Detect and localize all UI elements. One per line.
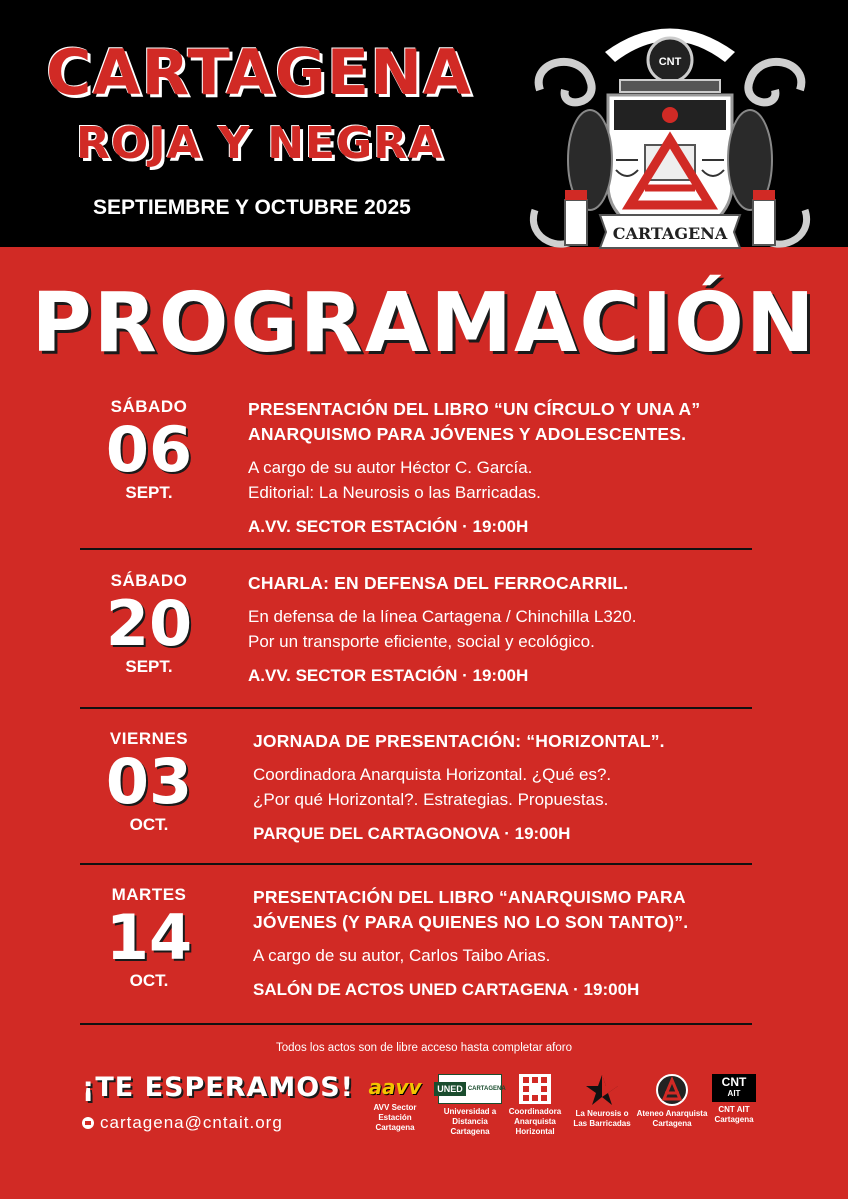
uned-logo-icon <box>437 1074 506 1104</box>
event-weekday: SÁBADO <box>110 397 188 416</box>
crest-cnt-label: CNT <box>658 56 682 68</box>
poster-title-line1: CARTAGENA <box>46 36 473 109</box>
contact-email[interactable] <box>82 1113 283 1133</box>
event-description-line: A cargo de su autor Héctor C. García. <box>248 458 533 477</box>
event-title-line: PRESENTACIÓN DEL LIBRO “ANARQUISMO PARA <box>253 887 686 907</box>
ateneo-logo-icon <box>656 1074 688 1106</box>
date-range-subtitle: SEPTIEMBRE Y OCTUBRE 2025 <box>93 196 411 219</box>
logo-cnt-ait-cartagena <box>708 1074 760 1125</box>
event-day-number: 03 <box>105 745 193 818</box>
logo-uned-cartagena <box>436 1074 504 1137</box>
event-date-block <box>90 885 208 991</box>
event-venue-time: SALÓN DE ACTOS UNED CARTAGENA · 19:00H <box>253 980 640 999</box>
event-month: OCT. <box>129 971 169 990</box>
event-venue-time: A.VV. SECTOR ESTACIÓN · 19:00H <box>248 666 529 685</box>
event-details <box>248 397 768 537</box>
event-weekday: VIERNES <box>109 729 189 748</box>
call-to-action: ¡TE ESPERAMOS! <box>82 1072 354 1103</box>
event-title-line: JÓVENES (Y PARA QUIENES NO LO SON TANTO)”. <box>253 912 689 932</box>
uned-logo-mark-sub: CARTAGENA <box>467 1086 506 1092</box>
logo-caption: Horizontal <box>515 1127 555 1136</box>
event-title-line: CHARLA: EN DEFENSA DEL FERROCARRIL. <box>248 573 629 593</box>
logo-caption: Anarquista <box>514 1117 556 1126</box>
event-date-block <box>90 571 208 677</box>
event-description-line: A cargo de su autor, Carlos Taibo Arias. <box>253 946 551 965</box>
event-details <box>253 885 773 1000</box>
event-divider <box>80 548 752 550</box>
logo-caption: Las Barricadas <box>573 1119 631 1128</box>
logo-caption: Cartagena <box>450 1127 490 1136</box>
logo-ateneo-anarquista-cartagena <box>634 1074 710 1129</box>
logo-caption: Universidad a <box>443 1107 497 1116</box>
event-divider <box>80 863 752 865</box>
event-description-line: Editorial: La Neurosis o las Barricadas. <box>248 483 541 502</box>
event-title-line: ANARQUISMO PARA JÓVENES Y ADOLESCENTES. <box>248 424 687 444</box>
logo-caption: CNT AIT <box>718 1105 750 1114</box>
event-day-number: 20 <box>105 587 193 660</box>
logo-caption: Estación <box>378 1113 412 1122</box>
horizontal-logo-icon <box>519 1074 551 1104</box>
crest-banner-label: CARTAGENA <box>612 224 728 243</box>
program-title: PROGRAMACIÓN <box>31 276 817 371</box>
contact-email-text: cartagena@cntait.org <box>100 1113 283 1132</box>
event-details <box>248 571 768 686</box>
event-title-line: JORNADA DE PRESENTACIÓN: “HORIZONTAL”. <box>253 731 665 751</box>
logo-caption: Cartagena <box>652 1119 692 1128</box>
event-title-line: PRESENTACIÓN DEL LIBRO “UN CÍRCULO Y UNA A” <box>248 399 701 419</box>
event-description-line: En defensa de la línea Cartagena / Chinchilla L320. <box>248 607 637 626</box>
avv-logo-icon: aavv <box>368 1075 422 1099</box>
cnt-logo-mark: CNT <box>721 1075 747 1089</box>
event-description-line: ¿Por qué Horizontal?. Estrategias. Propuestas. <box>253 790 609 809</box>
logo-la-neurosis-o-las-barricadas <box>570 1074 634 1129</box>
logo-caption: Distancia <box>452 1117 488 1126</box>
red-black-star-icon <box>585 1074 619 1106</box>
event-weekday: MARTES <box>111 885 187 904</box>
event-date-block <box>90 729 208 835</box>
event-day-number: 06 <box>105 413 193 486</box>
logo-coordinadora-anarquista-horizontal <box>506 1074 564 1137</box>
logo-caption: La Neurosis o <box>575 1109 629 1118</box>
event-description-line: Coordinadora Anarquista Horizontal. ¿Qué es?. <box>253 765 612 784</box>
event-date-block <box>90 397 208 503</box>
event-details <box>253 729 773 844</box>
event-month: SEPT. <box>125 657 173 676</box>
free-access-note: Todos los actos son de libre acceso hasta completar aforo <box>276 1042 572 1054</box>
logo-avv-sector-estacion <box>362 1074 428 1133</box>
logo-caption: Ateneo Anarquista <box>636 1109 708 1118</box>
poster-title-line2: ROJA Y NEGRA <box>76 118 444 169</box>
mail-icon <box>82 1117 94 1129</box>
logo-caption: AVV Sector <box>373 1103 417 1112</box>
event-month: OCT. <box>129 815 169 834</box>
event-divider <box>80 707 752 709</box>
uned-logo-mark: UNED <box>434 1082 466 1096</box>
cnt-ait-logo-icon <box>712 1074 756 1102</box>
ait-logo-mark: AIT <box>727 1089 741 1098</box>
event-venue-time: A.VV. SECTOR ESTACIÓN · 19:00H <box>248 517 529 536</box>
event-divider <box>80 1023 752 1025</box>
event-weekday: SÁBADO <box>110 571 188 590</box>
event-description-line: Por un transporte eficiente, social y ecológico. <box>248 632 595 651</box>
logo-caption: Cartagena <box>375 1123 415 1132</box>
logo-caption: Cartagena <box>714 1115 754 1124</box>
event-month: SEPT. <box>125 483 173 502</box>
cartagena-coat-of-arms-icon <box>520 10 820 272</box>
logo-caption: Coordinadora <box>508 1107 562 1116</box>
event-day-number: 14 <box>105 901 193 974</box>
event-venue-time: PARQUE DEL CARTAGONOVA · 19:00H <box>253 824 571 843</box>
